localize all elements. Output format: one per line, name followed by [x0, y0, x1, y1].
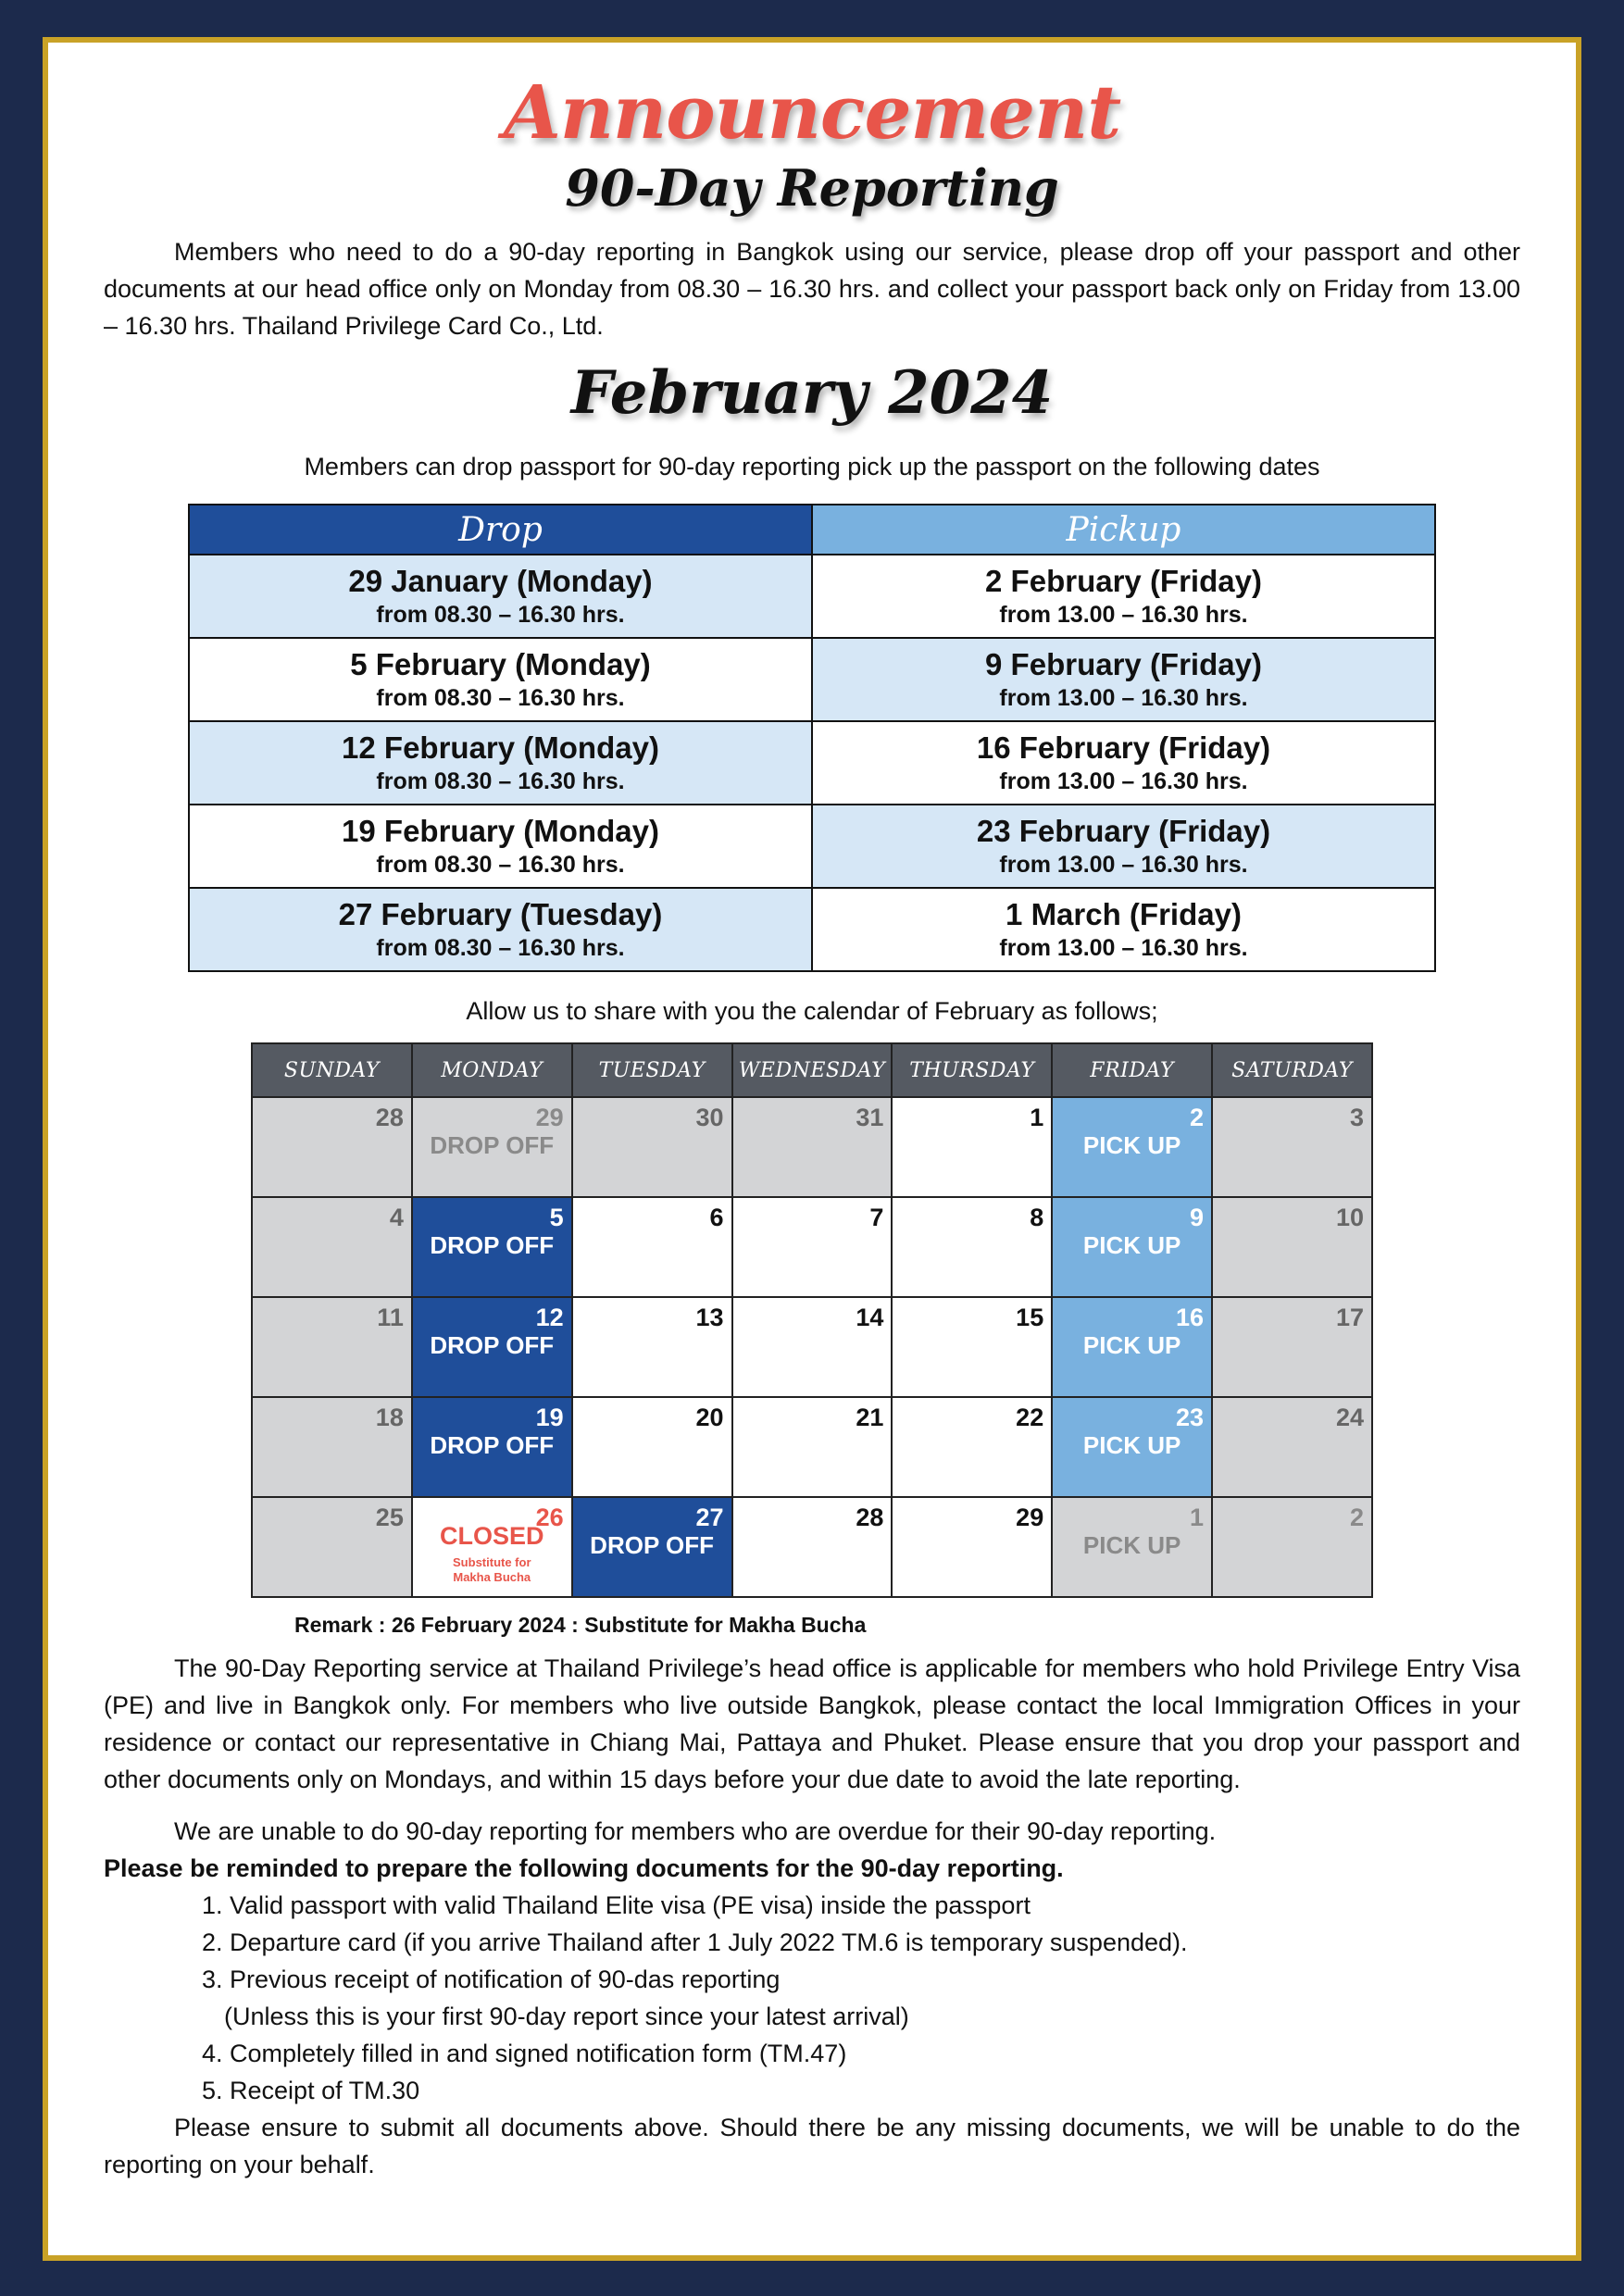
pickup-time: from 13.00 – 16.30 hrs. — [999, 768, 1248, 794]
pickup-time: from 13.00 – 16.30 hrs. — [999, 602, 1248, 628]
dropoff-label: DROP OFF — [430, 1131, 555, 1159]
day-number: 18 — [375, 1404, 404, 1431]
day-number: 9 — [1190, 1204, 1205, 1231]
calendar-day — [252, 1397, 412, 1497]
day-number: 24 — [1335, 1404, 1364, 1431]
calendar-day — [572, 1497, 732, 1597]
weekday-header: THURSDAY — [892, 1043, 1052, 1097]
calendar-intro: Allow us to share with you the calendar of February as follows; — [466, 997, 1158, 1025]
calendar-day — [1212, 1497, 1372, 1597]
weekday-header: WEDNESDAY — [732, 1043, 893, 1097]
day-number: 23 — [1176, 1404, 1205, 1431]
drop-date: 27 February (Tuesday) — [338, 897, 663, 931]
pickup-label: PICK UP — [1082, 1531, 1181, 1559]
calendar-day — [1052, 1297, 1212, 1397]
calendar-day — [1052, 1397, 1212, 1497]
pickup-label: PICK UP — [1082, 1431, 1181, 1459]
calendar-day — [892, 1197, 1052, 1297]
pickup-date: 16 February (Friday) — [976, 730, 1271, 765]
calendar-week — [252, 1497, 1372, 1597]
day-number: 7 — [869, 1204, 884, 1231]
dropoff-label: DROP OFF — [430, 1231, 555, 1259]
drop-date: 5 February (Monday) — [350, 647, 651, 681]
day-number: 1 — [1190, 1504, 1205, 1531]
drop-cell — [189, 555, 812, 638]
day-number: 12 — [535, 1304, 564, 1331]
intro-paragraph: Members who need to do a 90-day reporting in Bangkok using our service, please drop off your passport and other documents at our head office only on Monday from 08.30 – 16.30 hrs. and collect your passport back only on Friday from 13.00 – 16.30 hrs. Thailand Privilege Card Co., Ltd. — [104, 238, 1520, 340]
pickup-label: PICK UP — [1082, 1231, 1181, 1259]
list-item: 5. Receipt of TM.30 — [202, 2077, 420, 2104]
calendar-day — [572, 1097, 732, 1197]
calendar-day — [572, 1297, 732, 1397]
pickup-time: from 13.00 – 16.30 hrs. — [999, 935, 1248, 961]
calendar-day — [732, 1497, 893, 1597]
documents-list — [104, 1887, 1520, 2109]
calendar-day — [252, 1497, 412, 1597]
table-row — [189, 888, 1435, 971]
calendar-day — [1052, 1497, 1212, 1597]
overdue-paragraph: We are unable to do 90-day reporting for members who are overdue for their 90-day reporting. — [174, 1817, 1217, 1845]
weekday-header: TUESDAY — [572, 1043, 732, 1097]
calendar-day — [892, 1097, 1052, 1197]
table-row — [189, 638, 1435, 721]
day-number: 15 — [1016, 1304, 1044, 1331]
calendar-day — [732, 1197, 893, 1297]
list-item-subtext: (Unless this is your first 90-day report since your latest arrival) — [224, 2003, 909, 2030]
drop-date: 19 February (Monday) — [342, 814, 659, 848]
calendar-day — [572, 1397, 732, 1497]
day-number: 2 — [1190, 1104, 1205, 1131]
closing-paragraph: Please ensure to submit all documents above. Should there be any missing documents, we will be unable to do the reporting on your behalf. — [104, 2114, 1520, 2178]
list-item: 1. Valid passport with valid Thailand Elite visa (PE visa) inside the passport — [202, 1891, 1031, 1919]
calendar-day — [1212, 1097, 1372, 1197]
list-item: 4. Completely filled in and signed notification form (TM.47) — [202, 2040, 847, 2067]
day-number: 2 — [1349, 1504, 1364, 1531]
weekday-header: SUNDAY — [252, 1043, 412, 1097]
drop-time: from 08.30 – 16.30 hrs. — [376, 852, 625, 878]
page-frame — [43, 37, 1581, 2261]
drop-cell — [189, 805, 812, 888]
calendar — [251, 1042, 1373, 1598]
drop-header: Drop — [189, 505, 812, 555]
pickup-date: 23 February (Friday) — [976, 814, 1271, 848]
calendar-day — [412, 1297, 572, 1397]
day-number: 13 — [695, 1304, 724, 1331]
calendar-week — [252, 1197, 1372, 1297]
day-number: 31 — [856, 1104, 884, 1131]
pickup-date: 1 March (Friday) — [1006, 897, 1242, 931]
calendar-remark: Remark : 26 February 2024 : Substitute for Makha Bucha — [294, 1613, 867, 1637]
calendar-day — [412, 1397, 572, 1497]
day-number: 1 — [1030, 1104, 1044, 1131]
table-row — [189, 805, 1435, 888]
calendar-day — [732, 1397, 893, 1497]
table-row — [189, 555, 1435, 638]
pickup-time: from 13.00 – 16.30 hrs. — [999, 852, 1248, 878]
day-number: 4 — [389, 1204, 404, 1231]
calendar-day — [892, 1397, 1052, 1497]
day-number: 26 — [535, 1504, 564, 1531]
pickup-cell — [812, 638, 1435, 721]
table-row — [189, 721, 1435, 805]
calendar-day — [412, 1497, 572, 1597]
pickup-header: Pickup — [812, 505, 1435, 555]
weekday-header: SATURDAY — [1212, 1043, 1372, 1097]
schedule-table — [188, 504, 1436, 972]
calendar-day — [412, 1197, 572, 1297]
drop-time: from 08.30 – 16.30 hrs. — [376, 768, 625, 794]
day-number: 29 — [1016, 1504, 1044, 1531]
calendar-day — [892, 1297, 1052, 1397]
day-number: 22 — [1016, 1404, 1044, 1431]
day-number: 28 — [856, 1504, 884, 1531]
calendar-week — [252, 1297, 1372, 1397]
calendar-day — [1052, 1097, 1212, 1197]
day-number: 19 — [535, 1404, 564, 1431]
calendar-body — [252, 1097, 1372, 1597]
drop-date: 29 January (Monday) — [348, 564, 653, 598]
day-number: 10 — [1335, 1204, 1364, 1231]
dropoff-label: DROP OFF — [430, 1331, 555, 1359]
day-number: 21 — [856, 1404, 884, 1431]
calendar-day — [732, 1097, 893, 1197]
day-number: 14 — [856, 1304, 884, 1331]
pickup-cell — [812, 555, 1435, 638]
pickup-label: PICK UP — [1082, 1331, 1181, 1359]
pickup-date: 9 February (Friday) — [985, 647, 1262, 681]
calendar-header-row — [252, 1043, 1372, 1097]
calendar-day — [1052, 1197, 1212, 1297]
drop-cell — [189, 638, 812, 721]
page-title: Announcement — [503, 69, 1121, 156]
calendar-day — [1212, 1397, 1372, 1497]
schedule-body — [189, 555, 1435, 971]
calendar-day — [252, 1297, 412, 1397]
page-subtitle: 90-Day Reporting — [565, 158, 1059, 218]
day-number: 6 — [709, 1204, 724, 1231]
drop-date: 12 February (Monday) — [342, 730, 659, 765]
calendar-day — [892, 1497, 1052, 1597]
drop-time: from 08.30 – 16.30 hrs. — [376, 935, 625, 961]
list-item: 2. Departure card (if you arrive Thailand after 1 July 2022 TM.6 is temporary suspended). — [202, 1928, 1188, 1956]
day-number: 27 — [695, 1504, 724, 1531]
calendar-day — [252, 1097, 412, 1197]
month-title: February 2024 — [570, 358, 1054, 428]
dropoff-label: DROP OFF — [590, 1531, 715, 1559]
day-number: 3 — [1349, 1104, 1364, 1131]
schedule-intro: Members can drop passport for 90-day reporting pick up the passport on the following dates — [304, 453, 1320, 480]
calendar-day — [572, 1197, 732, 1297]
pickup-time: from 13.00 – 16.30 hrs. — [999, 685, 1248, 711]
drop-cell — [189, 721, 812, 805]
day-number: 28 — [375, 1104, 404, 1131]
weekday-header: MONDAY — [412, 1043, 572, 1097]
weekday-header: FRIDAY — [1052, 1043, 1212, 1097]
pickup-date: 2 February (Friday) — [985, 564, 1262, 598]
day-number: 5 — [549, 1204, 564, 1231]
calendar-day — [1212, 1297, 1372, 1397]
calendar-week — [252, 1097, 1372, 1197]
list-item — [202, 1961, 1520, 2035]
calendar-week — [252, 1397, 1372, 1497]
list-item-text: 3. Previous receipt of notification of 90-das reporting — [202, 1965, 781, 1993]
calendar-day — [412, 1097, 572, 1197]
announcement-page — [48, 43, 1576, 2255]
day-number: 11 — [377, 1304, 404, 1331]
calendar-day — [252, 1197, 412, 1297]
drop-cell — [189, 888, 812, 971]
calendar-day — [1212, 1197, 1372, 1297]
drop-time: from 08.30 – 16.30 hrs. — [376, 685, 625, 711]
day-number: 8 — [1030, 1204, 1044, 1231]
day-number: 16 — [1176, 1304, 1205, 1331]
service-paragraph: The 90-Day Reporting service at Thailand Privilege’s head office is applicable for members who hold Privilege Entry Visa (PE) and live in Bangkok only. For members who live outside Bangkok, please contact the local Immigration Offices in your residence or contact our representative in Chiang Mai, Pattaya and Phuket. Please ensure that you drop your passport and other documents only on Mondays, and within 15 days before your due date to avoid the late reporting. — [104, 1654, 1520, 1793]
pickup-cell — [812, 721, 1435, 805]
closed-note: Substitute for Makha Bucha — [453, 1555, 531, 1584]
day-number: 20 — [695, 1404, 724, 1431]
pickup-label: PICK UP — [1082, 1131, 1181, 1159]
closed-label: CLOSED — [440, 1522, 544, 1550]
day-number: 25 — [375, 1504, 404, 1531]
pickup-cell — [812, 805, 1435, 888]
day-number: 29 — [535, 1104, 564, 1131]
pickup-cell — [812, 888, 1435, 971]
documents-reminder: Please be reminded to prepare the following documents for the 90-day reporting. — [104, 1854, 1064, 1882]
day-number: 30 — [695, 1104, 724, 1131]
drop-time: from 08.30 – 16.30 hrs. — [376, 602, 625, 628]
day-number: 17 — [1335, 1304, 1364, 1331]
calendar-day — [732, 1297, 893, 1397]
dropoff-label: DROP OFF — [430, 1431, 555, 1459]
